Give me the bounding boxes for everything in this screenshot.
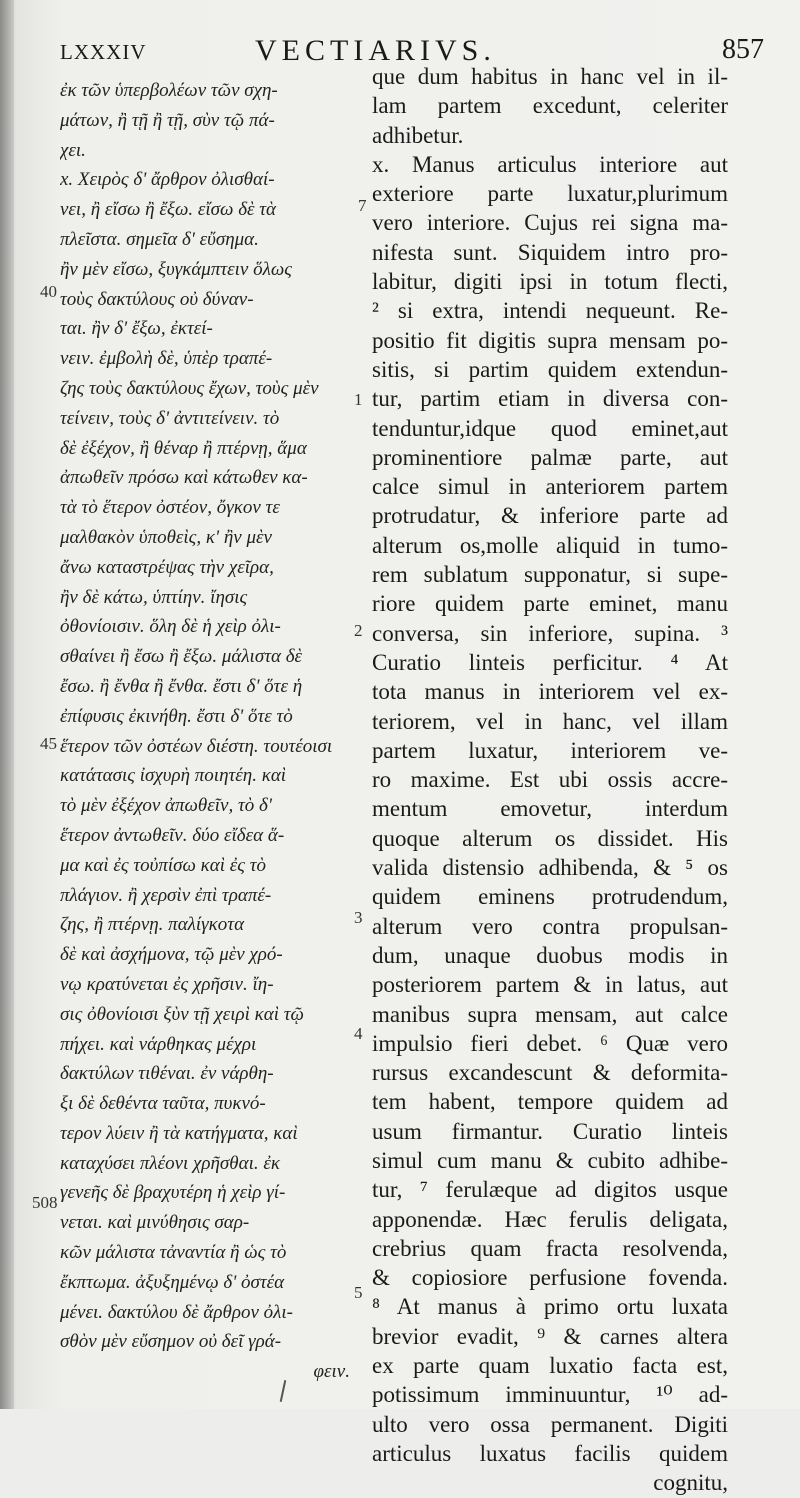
latin-line: tur, partim etiam in diversa con-: [372, 386, 728, 412]
latin-line: valida distensio adhibenda, & ⁵ os: [372, 855, 728, 881]
greek-line: καταχύσει πλέονι χρῆσθαι. ἐκ: [60, 1152, 280, 1174]
greek-line: ἐπίφυσις ἐκινήθη. ἔστι δ' ὅτε τὸ: [60, 705, 293, 727]
latin-line: mentum emovetur, interdum: [372, 796, 728, 822]
greek-line: μα καὶ ἐς τοὐπίσω καὶ ἐς τὸ: [60, 854, 267, 876]
latin-line: calce simul in anteriorem partem: [372, 474, 728, 500]
greek-line: ἔκπτωμα. ἀξυξημένῳ δ' ὀστέα: [60, 1271, 285, 1293]
greek-line: κῶν μάλιστα τἀναντία ἢ ὡς τὸ: [60, 1242, 287, 1264]
header-section-number: LXXXIV: [60, 40, 147, 64]
margin-line-number-45: 45: [40, 734, 57, 753]
latin-line: ex parte quam luxatio facta est,: [372, 1353, 728, 1379]
greek-line: ἢν δὲ κάτω, ὑπτίην. ἴησις: [60, 586, 248, 608]
page-number: 857: [722, 34, 764, 65]
greek-line: φειν.: [313, 1361, 350, 1383]
margin-note-2: 2: [354, 621, 363, 640]
greek-line: τὰ τὸ ἕτερον ὀστέον, ὄγκον τε: [60, 497, 280, 519]
greek-line: ἄνω καταστρέψας τὴν χεῖρα,: [60, 556, 274, 578]
greek-line: σις ὀθονίοισι ξὺν τῇ χειρὶ καὶ τῷ: [60, 1003, 304, 1025]
greek-line: κατάτασις ἰσχυρὴ ποιητέη. καὶ: [60, 765, 287, 787]
greek-line: ζης τοὺς δακτύλους ἔχων, τοὺς μὲν: [60, 377, 319, 399]
greek-line: νει, ἢ εἴσω ἢ ἔξω. εἴσω δὲ τὰ: [60, 199, 277, 221]
greek-line: τοὺς δακτύλους οὐ δύναν-: [60, 288, 254, 310]
latin-line: posteriorem partem & in latus, aut: [372, 972, 728, 998]
margin-note-3: 3: [354, 908, 363, 927]
greek-line: χει.: [60, 139, 86, 161]
latin-line: alterum vero contra propulsan-: [372, 913, 728, 939]
greek-line: μαλθακὸν ὑποθεὶς, κ' ἢν μὲν: [60, 526, 272, 548]
latin-line: adhibetur.: [372, 122, 464, 148]
greek-line: ἢν μὲν εἴσω, ξυγκάμπτειν ὅλως: [60, 258, 292, 280]
greek-line: δὲ ἐξέχον, ἢ θέναρ ἢ πτέρνῃ, ἅμα: [60, 437, 307, 459]
latin-line: exteriore parte luxatur,plurimum: [372, 181, 728, 207]
greek-line: μάτων, ἢ τῇ ἢ τῇ, σὺν τῷ πά-: [60, 109, 275, 131]
latin-line: x. Manus articulus interiore aut: [372, 151, 728, 177]
latin-line: que dum habitus in hanc vel in il-: [372, 64, 728, 89]
greek-line: γενεῆς δὲ βραχυτέρη ἡ χεὶρ γί-: [60, 1182, 286, 1204]
greek-line: ἕτερον τῶν ὀστέων διέστη. τουτέοισι: [60, 735, 333, 757]
greek-line: τὸ μὲν ἐξέχον ἀπωθεῖν, τὸ δ': [60, 795, 272, 817]
latin-line: ² si extra, intendi nequeunt. Re-: [372, 298, 728, 324]
greek-line: πλεῖστα. σημεῖα δ' εὔσημα.: [60, 228, 259, 250]
greek-line: ἐκ τῶν ὑπερβολέων τῶν σχη-: [60, 80, 278, 101]
latin-text-column: [372, 62, 728, 1498]
latin-line: quoque alterum os dissidet. His: [372, 825, 728, 851]
header-title: VECTIARIVS.: [255, 34, 496, 67]
latin-line: tur, ⁷ ferulæque ad digitos usque: [372, 1177, 728, 1203]
greek-line: μένει. δακτύλου δὲ ἄρθρον ὀλι-: [60, 1301, 294, 1323]
greek-line: νεται. καὶ μινύθησις σαρ-: [60, 1212, 250, 1234]
latin-line: usum firmantur. Curatio linteis: [372, 1118, 728, 1144]
greek-text-column: [60, 76, 360, 1387]
page-gutter-shadow: [0, 0, 14, 1409]
latin-line: rem sublatum supponatur, si supe-: [372, 562, 728, 588]
greek-line: ξι δὲ δεθέντα ταῦτα, πυκνό-: [60, 1093, 266, 1115]
latin-line: tenduntur,idque quod eminet,aut: [372, 415, 728, 441]
greek-line: τερον λύειν ἢ τὰ κατήγματα, καὶ: [60, 1122, 298, 1144]
greek-line: σθὸν μὲν εὔσημον οὐ δεῖ γρά-: [60, 1331, 282, 1353]
greek-line: ἀπωθεῖν πρόσω καὶ κάτωθεν κα-: [60, 467, 308, 489]
latin-line: quidem eminens protrudendum,: [372, 884, 728, 910]
latin-line: potissimum imminuuntur, ¹⁰ ad-: [372, 1382, 728, 1408]
margin-line-number-40: 40: [40, 282, 57, 301]
latin-line: partem luxatur, interiorem ve-: [372, 737, 728, 763]
latin-line: ro maxime. Est ubi ossis accre-: [372, 767, 728, 793]
greek-line: δακτύλων τιθέναι. ἐν νάρθη-: [60, 1063, 274, 1085]
latin-line: dum, unaque duobus modis in: [372, 942, 728, 968]
latin-line: tem habent, tempore quidem ad: [372, 1089, 728, 1115]
latin-line: articulus luxatus facilis quidem: [372, 1440, 728, 1466]
latin-line: labitur, digiti ipsi in totum flecti,: [372, 269, 728, 295]
latin-line: brevior evadit, ⁹ & carnes altera: [372, 1323, 728, 1349]
greek-line: ζης, ἢ πτέρνῃ. παλίγκοτα: [60, 914, 245, 936]
latin-line: manibus supra mensam, aut calce: [372, 1001, 728, 1027]
margin-note-5: 5: [354, 1283, 363, 1302]
latin-line: alterum os,molle aliquid in tumo-: [372, 532, 728, 558]
greek-line: ται. ἢν δ' ἔξω, ἐκτεί-: [60, 318, 213, 340]
latin-line: positio fit digitis supra mensam po-: [372, 327, 728, 353]
latin-line: nifesta sunt. Siquidem intro pro-: [372, 239, 728, 265]
latin-line: prominentiore palmæ parte, aut: [372, 444, 728, 470]
greek-line: τείνειν, τοὺς δ' ἀντιτείνειν. τὸ: [60, 407, 280, 429]
latin-line: ulto vero ossa permanent. Digiti: [372, 1411, 728, 1437]
latin-line: & copiosiore perfusione fovenda.: [372, 1265, 728, 1291]
latin-line: Curatio linteis perficitur. ⁴ At: [372, 649, 728, 675]
greek-line: x. Χειρὸς δ' ἄρθρον ὀλισθαί-: [60, 169, 275, 191]
greek-line: δὲ καὶ ἀσχήμονα, τῷ μὲν χρό-: [60, 944, 283, 966]
greek-line: ἕτερον ἀντωθεῖν. δύο εἴδεα ἅ-: [60, 824, 285, 846]
latin-line: vero interiore. Cujus rei signa ma-: [372, 210, 728, 236]
latin-line: tota manus in interiorem vel ex-: [372, 679, 728, 705]
latin-line: apponendæ. Hæc ferulis deligata,: [372, 1206, 728, 1232]
greek-line: νειν. ἐμβολὴ δὲ, ὑπὲρ τραπέ-: [60, 348, 273, 370]
latin-line: sitis, si partim quidem extendun-: [372, 356, 728, 382]
greek-line: νῳ κρατύνεται ἐς χρῆσιν. ἴη-: [60, 973, 274, 995]
latin-line: ⁸ At manus à primo ortu luxata: [372, 1294, 728, 1320]
latin-line: impulsio fieri debet. ⁶ Quæ vero: [372, 1030, 728, 1056]
latin-line: teriorem, vel in hanc, vel illam: [372, 708, 728, 734]
latin-line: crebrius quam fracta resolvenda,: [372, 1235, 728, 1261]
latin-line: simul cum manu & cubito adhibe-: [372, 1147, 728, 1173]
latin-line: conversa, sin inferiore, supina. ³: [372, 620, 728, 646]
margin-line-number-508: 508: [32, 1193, 58, 1212]
greek-line: ὀθονίοισιν. ὅλη δὲ ἡ χεὶρ ὀλι-: [60, 616, 281, 638]
greek-line: πήχει. καὶ νάρθηκας μέχρι: [60, 1033, 257, 1055]
margin-note-7: 7: [358, 196, 367, 215]
latin-line: cognitu,: [653, 1470, 728, 1496]
greek-line: πλάγιον. ἢ χερσὶν ἐπὶ τραπέ-: [60, 884, 272, 906]
latin-line: protrudatur, & inferiore parte ad: [372, 503, 728, 529]
margin-note-4: 4: [354, 1024, 363, 1043]
greek-line: ἔσω. ἢ ἔνθα ἢ ἔνθα. ἔστι δ' ὅτε ἡ: [60, 675, 303, 697]
greek-line: σθαίνει ἢ ἔσω ἢ ἔξω. μάλιστα δὲ: [60, 646, 303, 668]
latin-line: riore quidem parte eminet, manu: [372, 591, 728, 617]
latin-line: lam partem excedunt, celeriter: [372, 93, 728, 119]
latin-line: rursus excandescunt & deformita-: [372, 1060, 728, 1086]
margin-note-1: 1: [354, 390, 363, 409]
